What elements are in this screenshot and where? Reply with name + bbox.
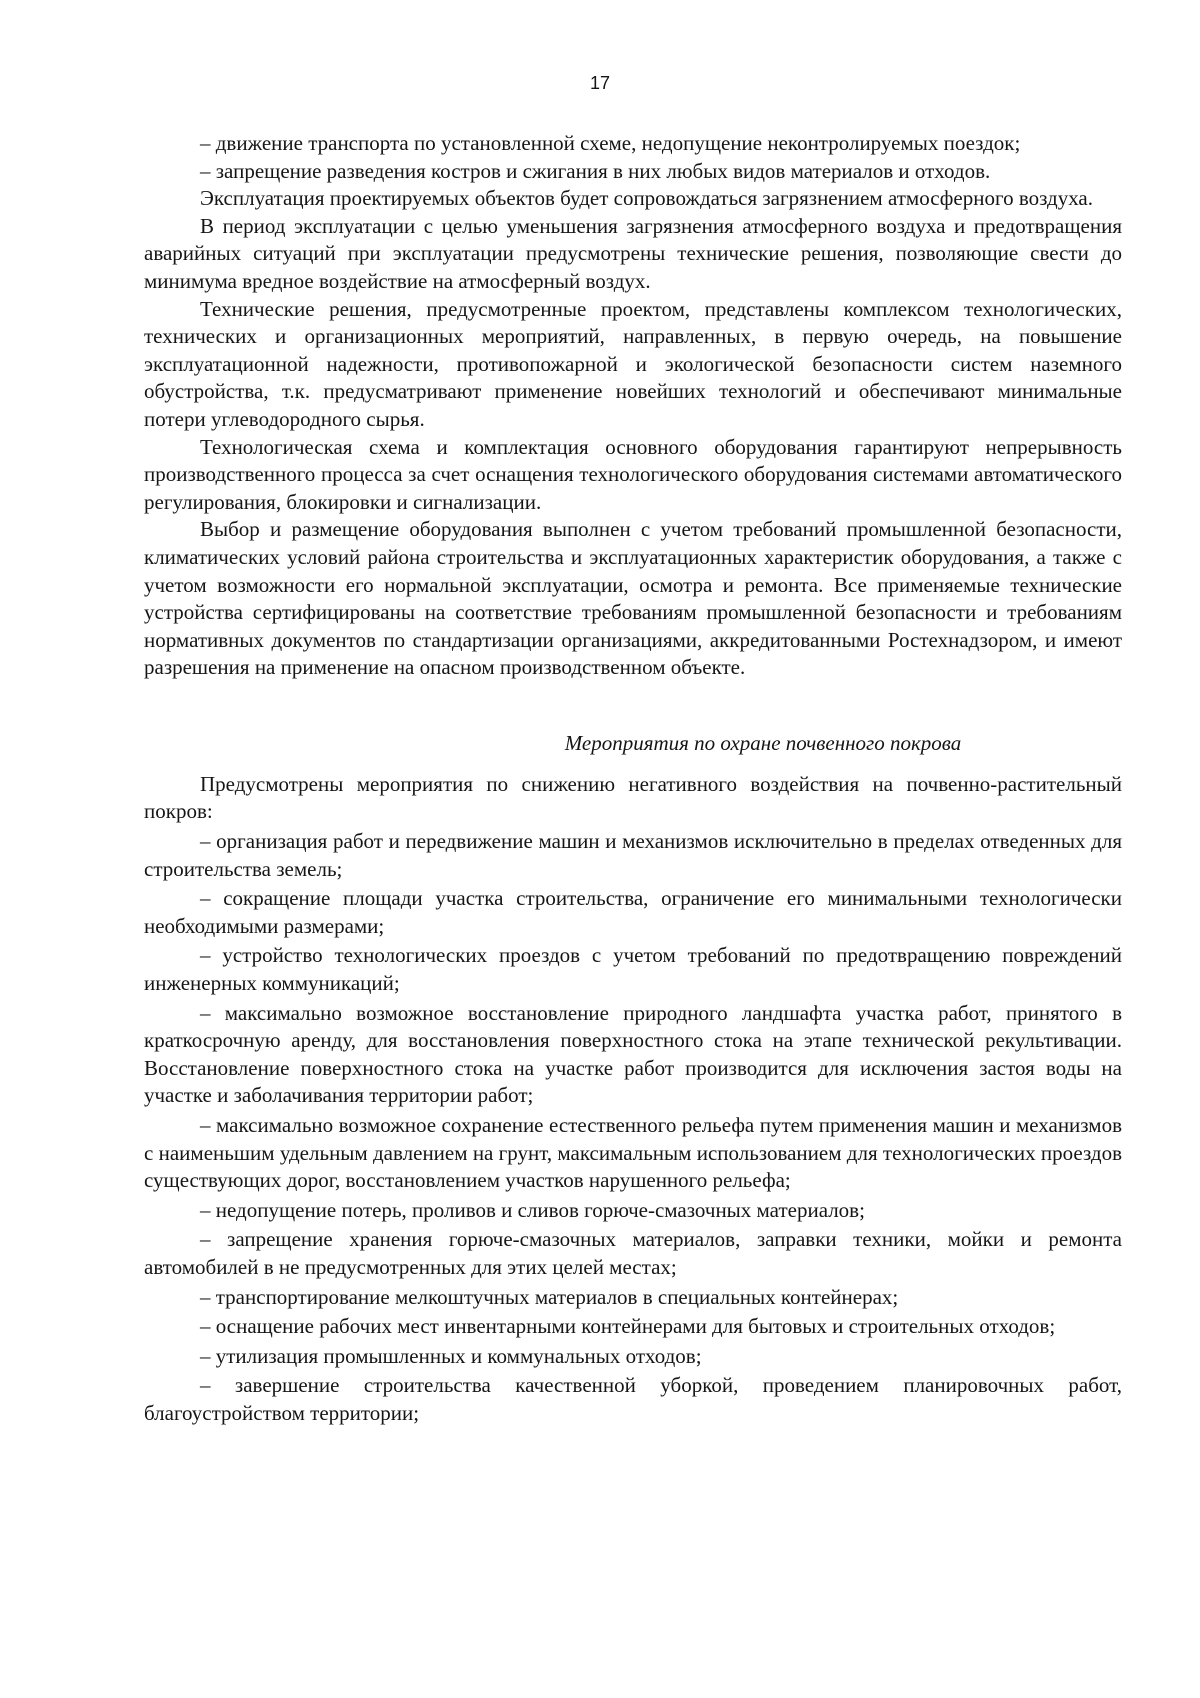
paragraph: – запрещение разведения костров и сжигания в них любых видов материалов и отходов. — [200, 158, 991, 183]
list-item: – недопущение потерь, проливов и сливов горюче-смазочных материалов; — [200, 1197, 865, 1222]
section-title: Мероприятия по охране почвенного покрова — [564, 730, 962, 755]
list-item: – устройство технологических проездов с учетом требований по предотвращению повреждений инженерных коммуникаций; — [144, 943, 1122, 996]
page-number: 17 — [589, 73, 611, 93]
paragraph: Предусмотрены мероприятия по снижению негативного воздействия на почвенно-растительный покров: — [144, 771, 1122, 824]
paragraph: Технологическая схема и комплектация основного оборудования гарантируют непрерывность производственного процесса за счет оснащения технологического оборудования системами автоматического регулирования, блокировки и сигнализации. — [144, 434, 1122, 514]
paragraph: – движение транспорта по установленной схеме, недопущение неконтролируемых поездок; — [200, 131, 1021, 155]
list-item: – оснащение рабочих мест инвентарными контейнерами для бытовых и строительных отходов; — [200, 1314, 1056, 1339]
list-item: – организация работ и передвижение машин и механизмов исключительно в пределах отведенных для строительства земель; — [144, 829, 1122, 881]
list-item: – максимально возможное сохранение естественного рельефа путем применения машин и механизмов с наименьшим удельным давлением на грунт, максимальным использованием для технологических проездов существующих дорог, восстановлением участков нарушенного рельефа; — [144, 1113, 1122, 1193]
list-item: – утилизация промышленных и коммунальных отходов; — [200, 1343, 702, 1368]
list-item: – транспортирование мелкоштучных материалов в специальных контейнерах; — [200, 1284, 899, 1309]
document-body — [144, 130, 1122, 1430]
section-soil-protection — [144, 771, 1122, 1428]
paragraph: Технические решения, предусмотренные проектом, представлены комплексом технологических, технических и организационных мероприятий, направленных, в первую очередь, на повышение эксплуатационной надежности, противопожарной и экологической безопасности систем наземного обустройства, т.к. предусматривают применение новейших технологий и обеспечивают минимальные потери углеводородного сырья. — [144, 296, 1122, 431]
list-item: – завершение строительства качественной уборкой, проведением планировочных работ, благоустройством территории; — [144, 1373, 1122, 1425]
list-item: – сокращение площади участка строительства, ограничение его минимальными технологически необходимыми размерами; — [144, 886, 1122, 938]
paragraph: Эксплуатация проектируемых объектов будет сопровождаться загрязнением атмосферного воздуха. — [200, 186, 1093, 211]
list-item: – максимально возможное восстановление природного ландшафта участка работ, принятого в краткосрочную аренду, для восстановления поверхностного стока на этапе технической рекультивации. Восстановление поверхностного стока на участке работ производится для исключения застоя воды на участке и заболачивания территории работ; — [144, 1000, 1122, 1108]
list-item: – запрещение хранения горюче-смазочных материалов, заправки техники, мойки и ремонта автомобилей в не предусмотренных для этих целей местах; — [144, 1227, 1122, 1279]
section-air-protection — [144, 130, 1122, 682]
paragraph: Выбор и размещение оборудования выполнен с учетом требований промышленной безопасности, климатических условий района строительства и эксплуатационных характеристик оборудования, а также с учетом возможности его нормальной эксплуатации, осмотра и ремонта. Все применяемые технические устройства сертифицированы на соответствие требованиям промышленной безопасности и требованиям нормативных документов по стандартизации организациями, аккредитованными Ростехнадзором, и имеют разрешения на применение на опасном производственном объекте. — [144, 517, 1122, 680]
paragraph: В период эксплуатации с целью уменьшения загрязнения атмосферного воздуха и предотвращения аварийных ситуаций при эксплуатации предусмотрены технические решения, позволяющие свести до минимума вредное воздействие на атмосферный воздух. — [144, 213, 1122, 293]
